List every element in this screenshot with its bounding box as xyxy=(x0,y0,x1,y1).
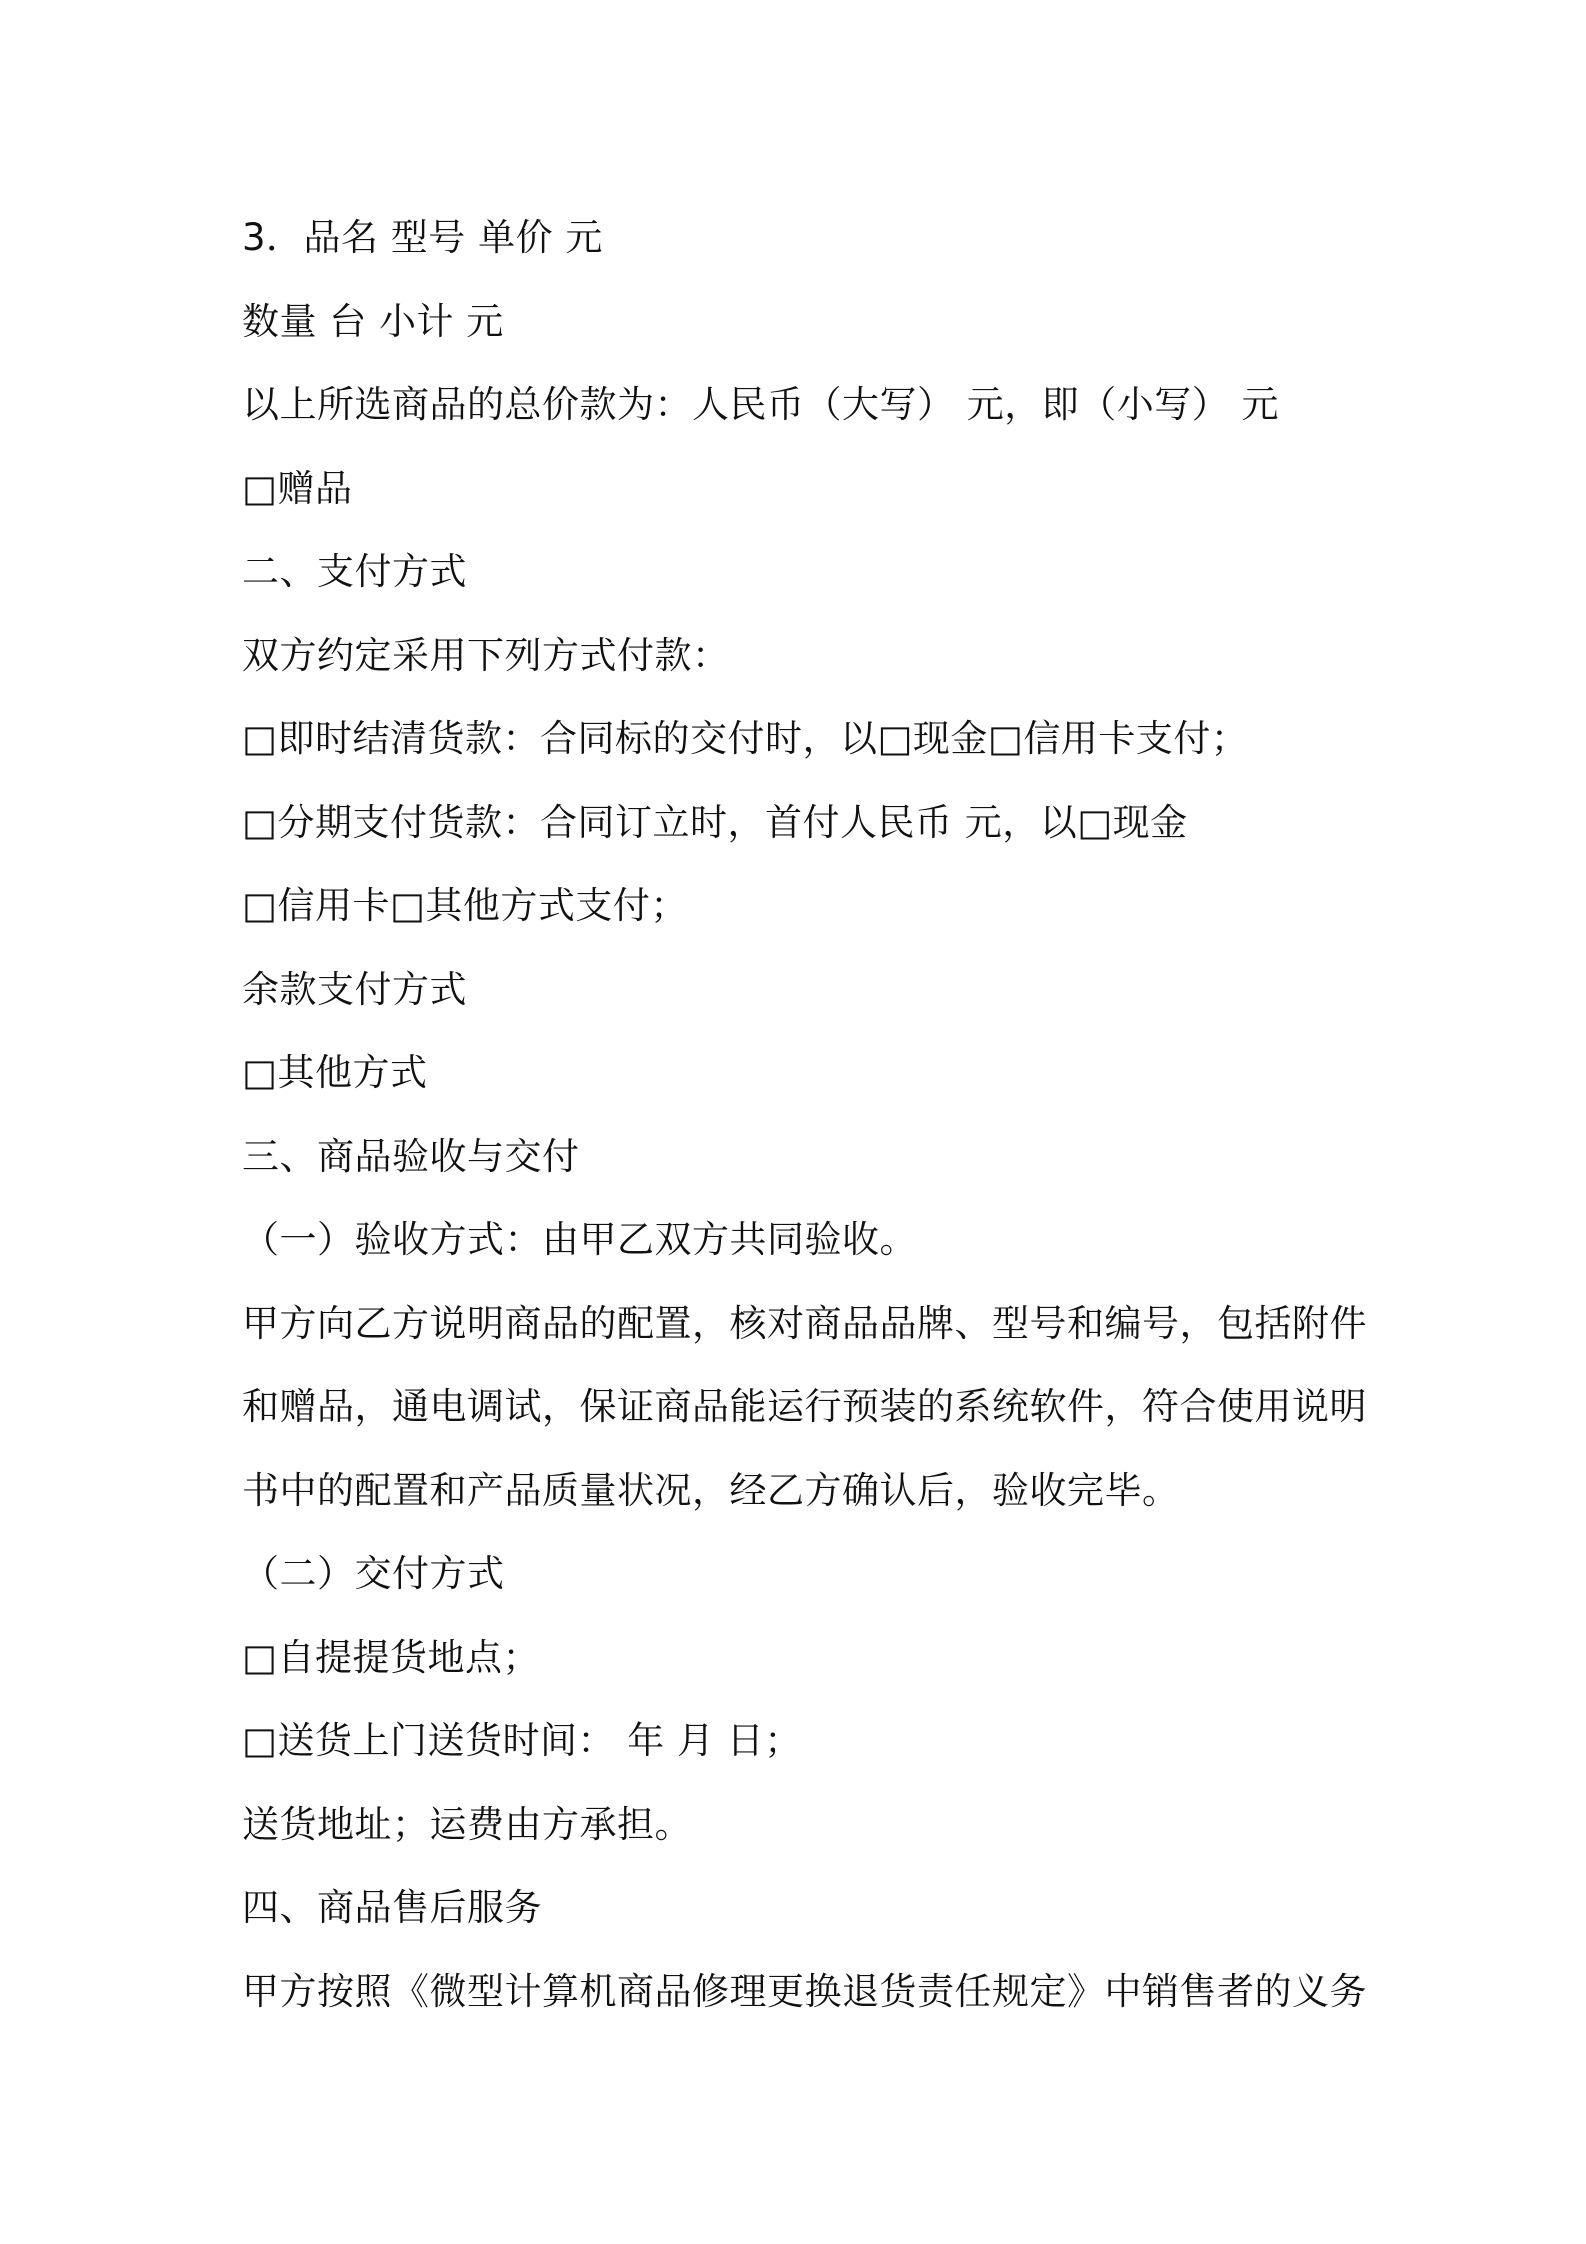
section-3-heading: 三、商品验收与交付 xyxy=(242,1134,580,1178)
section-2-heading: 二、支付方式 xyxy=(242,550,467,593)
item-3-product-line: 3．品名 型号 单价 元 xyxy=(242,216,603,259)
payment-intro: 双方约定采用下列方式付款： xyxy=(242,633,730,677)
gift-checkbox-line: □赠品 xyxy=(242,466,353,510)
document-body xyxy=(242,196,1372,2033)
inspection-paragraph-line-1: 甲方向乙方说明商品的配置，核对商品品牌、型号和编号，包括附件 xyxy=(242,1301,1367,1345)
after-sales-paragraph-line-1: 甲方按照《微型计算机商品修理更换退货责任规定》中销售者的义务 xyxy=(242,1969,1367,2013)
delivery-method-heading: （二）交付方式 xyxy=(242,1552,505,1595)
inspection-method: （一）验收方式：由甲乙双方共同验收。 xyxy=(242,1218,917,1261)
home-delivery-option: □送货上门送货时间： 年 月 日； xyxy=(242,1719,802,1762)
installment-payment-option: □分期支付货款：合同订立时，首付人民币 元，以□现金 xyxy=(242,800,1188,844)
total-price-line: 以上所选商品的总价款为：人民币（大写） 元，即（小写） 元 xyxy=(242,383,1280,426)
immediate-payment-option: □即时结清货款：合同标的交付时，以□现金□信用卡支付； xyxy=(242,717,1249,760)
inspection-paragraph-line-3: 书中的配置和产品质量状况，经乙方确认后，验收完毕。 xyxy=(242,1468,1180,1512)
installment-payment-continued: □信用卡□其他方式支付； xyxy=(242,884,688,927)
inspection-paragraph-line-2: 和赠品，通电调试，保证商品能运行预装的系统软件，符合使用说明 xyxy=(242,1385,1367,1428)
quantity-line: 数量 台 小计 元 xyxy=(242,299,504,343)
other-method-option: □其他方式 xyxy=(242,1051,428,1094)
delivery-address-line: 送货地址；运费由方承担。 xyxy=(242,1802,692,1846)
balance-payment-method: 余款支付方式 xyxy=(242,967,467,1011)
section-4-heading: 四、商品售后服务 xyxy=(242,1886,542,1929)
self-pickup-option: □自提提货地点； xyxy=(242,1635,540,1679)
